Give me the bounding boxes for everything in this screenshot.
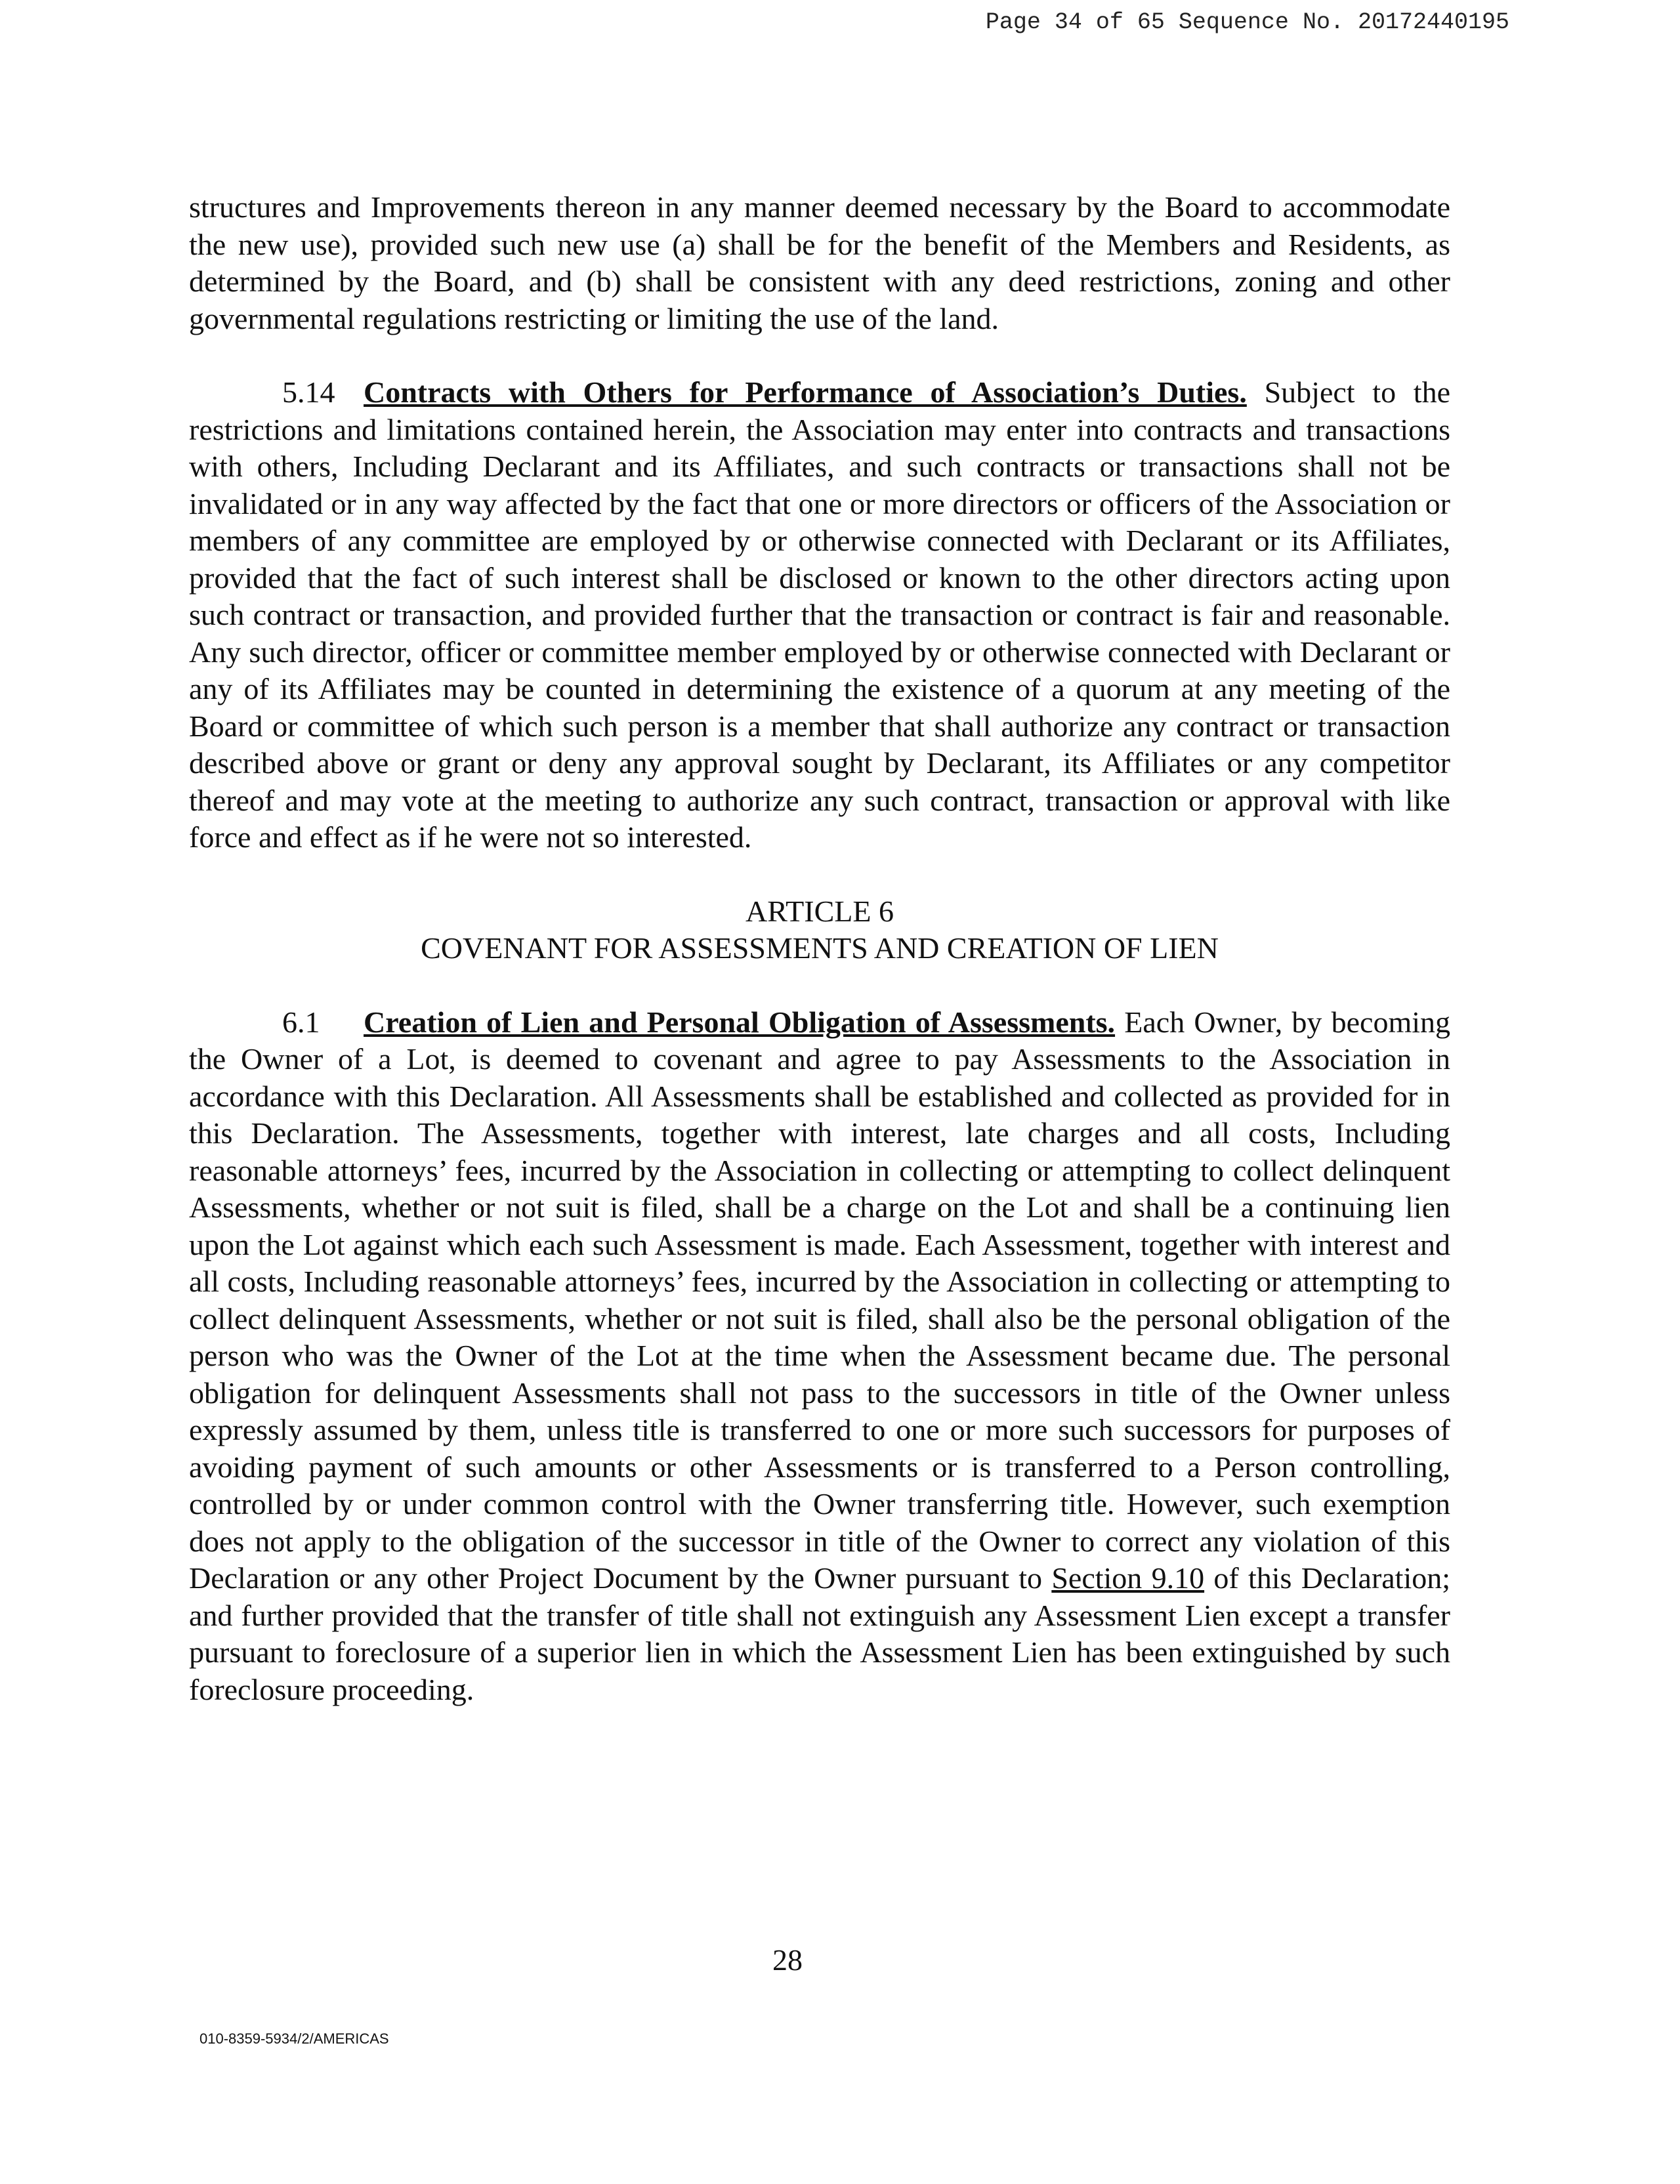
section-5-14 bbox=[189, 374, 1450, 856]
section-body: Each Owner, by becoming the Owner of a Lot, is deemed to covenant and agree to pay Assessments to the Association in accordance with this Declaration. All Assessments shall be established and collected as provided for in this Declaration. The Assessments, together with interest, late charges and all costs, Including reasonable attorneys’ fees, incurred by the Association in collecting or attempting to collect delinquent Assessments, whether or not suit is filed, shall be a charge on the Lot and shall be a continuing lien upon the Lot against which each such Assessment is made. Each Assessment, together with interest and all costs, Including reasonable attorneys’ fees, incurred by the Association in collecting or attempting to collect delinquent Assessments, whether or not suit is filed, shall also be the personal obligation of the person who was the Owner of the Lot at the time when the Assessment became due. The personal obligation for delinquent Assessments shall not pass to the successors in title of the Owner unless expressly assumed by them, unless title is transferred to one or more such successors for purposes of avoiding payment of such amounts or other Assessments or is transferred to a Person controlling, controlled by or under common control with the Owner transferring title. However, such exemption does not apply to the obligation of the successor in title of the Owner to correct any violation of this Declaration or any other Project Document by the Owner pursuant to bbox=[189, 1005, 1451, 1595]
article-number: ARTICLE 6 bbox=[746, 894, 894, 928]
article-title: COVENANT FOR ASSESSMENTS AND CREATION OF LIEN bbox=[421, 931, 1219, 965]
section-heading: Contracts with Others for Performance of Association’s Duties. bbox=[364, 375, 1247, 409]
paragraph-continuation: structures and Improvements thereon in any manner deemed necessary by the Board to accommodate the new use), provided such new use (a) shall be for the benefit of the Members and Residents, as determined by the Board, and (b) shall be consistent with any deed restrictions, zoning and other governmental regulations restricting or limiting the use of the land. bbox=[189, 190, 1450, 335]
page-header: Page 34 of 65 Sequence No. 20172440195 bbox=[985, 9, 1509, 35]
section-6-1 bbox=[189, 1004, 1450, 1709]
section-number: 5.14 bbox=[282, 375, 335, 409]
section-body-continued: of this Declaration; and further provided that the transfer of title shall not extinguish any Assessment Lien except a transfer pursuant to foreclosure of a superior lien in which the Assessment Lien has been extinguished by such foreclosure proceeding. bbox=[189, 1561, 1451, 1706]
section-body: Subject to the restrictions and limitations contained herein, the Association may enter into contracts and transactions with others, Including Declarant and its Affiliates, and such contracts or transactions shall not be invalidated or in any way affected by the fact that one or more directors or officers of the Association or members of any committee are employed by or otherwise connected with Declarant or its Affiliates, provided that the fact of such interest shall be disclosed or known to the other directors acting upon such contract or transaction, and provided further that the transaction or contract is fair and reasonable. Any such director, officer or committee member employed by or otherwise connected with Declarant or any of its Affiliates may be counted in determining the existence of a quorum at any meeting of the Board or committee of which such person is a member that shall authorize any contract or transaction described above or grant or deny any approval sought by Declarant, its Affiliates or any competitor thereof and may vote at the meeting to authorize any such contract, transaction or approval with like force and effect as if he were not so interested. bbox=[189, 375, 1450, 854]
cross-reference-link: Section 9.10 bbox=[1051, 1561, 1205, 1595]
document-code: 010-8359-5934/2/AMERICAS bbox=[200, 2030, 389, 2047]
section-heading: Creation of Lien and Personal Obligation of Assessments. bbox=[364, 1005, 1116, 1039]
document-body bbox=[189, 189, 1450, 1708]
page-number: 28 bbox=[772, 1943, 803, 1977]
article-heading bbox=[189, 893, 1450, 967]
section-number: 6.1 bbox=[282, 1005, 320, 1039]
